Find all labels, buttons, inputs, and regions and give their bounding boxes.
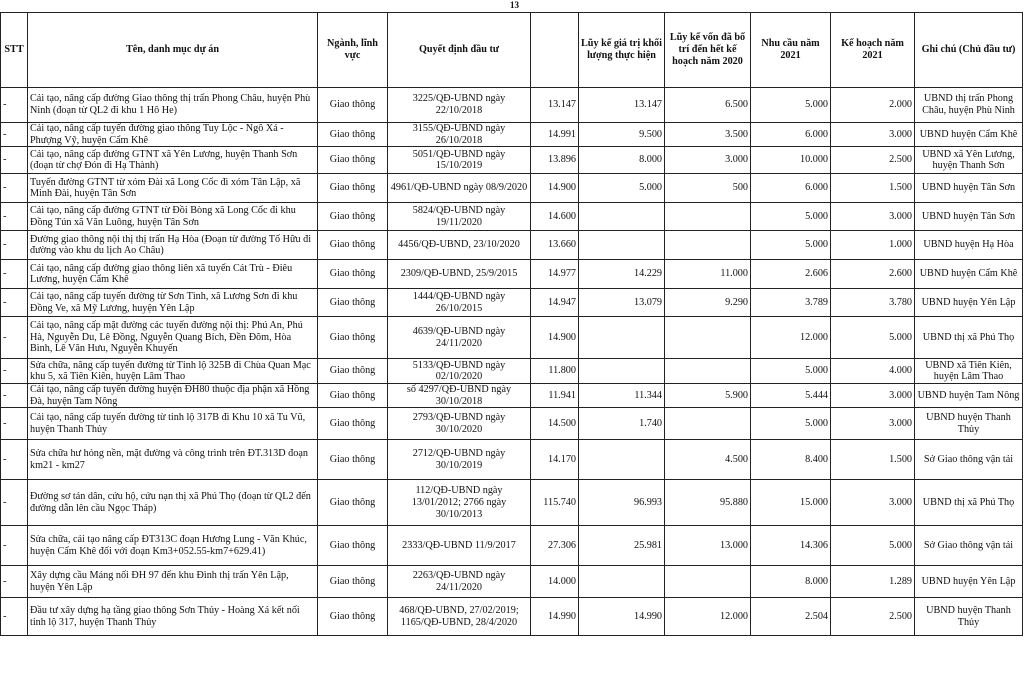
- cell-demand-2021: 3.789: [751, 289, 831, 317]
- cell-accum-volume: 14.990: [579, 598, 665, 636]
- cell-stt: -: [1, 147, 28, 174]
- cell-note: UBND thị xã Phú Thọ: [915, 317, 1023, 359]
- cell-accum-volume: 5.000: [579, 174, 665, 203]
- cell-note: UBND xã Tiên Kiên, huyện Lâm Thao: [915, 359, 1023, 384]
- cell-sector: Giao thông: [318, 359, 388, 384]
- cell-accum-volume: [579, 231, 665, 260]
- cell-stt: -: [1, 317, 28, 359]
- cell-total-investment: 14.991: [531, 123, 579, 147]
- cell-accum-capital: 13.000: [665, 526, 751, 566]
- cell-sector: Giao thông: [318, 231, 388, 260]
- cell-decision: 4639/QĐ-UBND ngày 24/11/2020: [388, 317, 531, 359]
- cell-project-name: Cải tạo, nâng cấp đường GTNT xã Yên Lương, huyện Thanh Sơn (đoạn từ chợ Đón đi Hạ Thành): [28, 147, 318, 174]
- cell-accum-volume: 8.000: [579, 147, 665, 174]
- cell-stt: -: [1, 260, 28, 289]
- cell-note: UBND huyện Cẩm Khê: [915, 123, 1023, 147]
- cell-plan-2021: 1.289: [831, 566, 915, 598]
- cell-total-investment: 14.977: [531, 260, 579, 289]
- cell-note: UBND huyện Tân Sơn: [915, 203, 1023, 231]
- cell-note: Sở Giao thông vận tải: [915, 526, 1023, 566]
- cell-total-investment: 11.800: [531, 359, 579, 384]
- cell-accum-volume: 14.229: [579, 260, 665, 289]
- cell-plan-2021: 2.500: [831, 598, 915, 636]
- cell-stt: -: [1, 384, 28, 408]
- cell-sector: Giao thông: [318, 526, 388, 566]
- cell-plan-2021: 1.500: [831, 440, 915, 480]
- cell-accum-capital: 500: [665, 174, 751, 203]
- cell-demand-2021: 15.000: [751, 480, 831, 526]
- cell-project-name: Cải tạo, nâng cấp tuyến đường từ Sơn Tình, xã Lương Sơn đi khu Đồng Ve, xã Mỹ Lương, huyện Yên Lập: [28, 289, 318, 317]
- cell-accum-capital: [665, 359, 751, 384]
- cell-project-name: Đường sơ tán dân, cứu hộ, cứu nạn thị xã Phú Thọ (đoạn từ QL2 đến đường dẫn lên cầu Ngọc Tháp): [28, 480, 318, 526]
- page-number: 13: [510, 0, 519, 10]
- cell-total-investment: 14.990: [531, 598, 579, 636]
- cell-decision: 3155/QĐ-UBND ngày 26/10/2018: [388, 123, 531, 147]
- cell-sector: Giao thông: [318, 408, 388, 440]
- cell-project-name: Cải tạo, nâng cấp tuyến đường giao thông Tuy Lộc - Ngô Xá - Phượng Vỹ, huyện Cẩm Khê: [28, 123, 318, 147]
- cell-sector: Giao thông: [318, 123, 388, 147]
- cell-sector: Giao thông: [318, 147, 388, 174]
- table-row: [1, 526, 1023, 566]
- cell-demand-2021: 6.000: [751, 123, 831, 147]
- project-table: [0, 12, 1023, 636]
- cell-project-name: Cải tạo, nâng cấp đường Giao thông thị trấn Phong Châu, huyện Phù Ninh (đoạn từ QL2 đi khu 1 Hô He): [28, 88, 318, 123]
- table-row: [1, 566, 1023, 598]
- cell-project-name: Cải tạo, nâng cấp đường GTNT từ Đồi Bòng xã Long Cốc đi khu Đồng Tún xã Văn Luông, huyện Tân Sơn: [28, 203, 318, 231]
- cell-demand-2021: 2.504: [751, 598, 831, 636]
- cell-accum-capital: 3.000: [665, 147, 751, 174]
- cell-accum-volume: 9.500: [579, 123, 665, 147]
- cell-project-name: Đầu tư xây dựng hạ tầng giao thông Sơn Thủy - Hoàng Xá kết nối tỉnh lộ 317, huyện Thanh Thủy: [28, 598, 318, 636]
- cell-decision: 2712/QĐ-UBND ngày 30/10/2019: [388, 440, 531, 480]
- cell-decision: 3225/QĐ-UBND ngày 22/10/2018: [388, 88, 531, 123]
- cell-sector: Giao thông: [318, 88, 388, 123]
- cell-demand-2021: 2.606: [751, 260, 831, 289]
- table-row: [1, 203, 1023, 231]
- cell-sector: Giao thông: [318, 384, 388, 408]
- cell-stt: -: [1, 440, 28, 480]
- cell-plan-2021: 5.000: [831, 317, 915, 359]
- cell-stt: -: [1, 359, 28, 384]
- cell-plan-2021: 4.000: [831, 359, 915, 384]
- cell-decision: 5133/QĐ-UBND ngày 02/10/2020: [388, 359, 531, 384]
- cell-accum-volume: [579, 317, 665, 359]
- cell-decision: 4456/QĐ-UBND, 23/10/2020: [388, 231, 531, 260]
- cell-decision: 2793/QĐ-UBND ngày 30/10/2020: [388, 408, 531, 440]
- cell-total-investment: 14.000: [531, 566, 579, 598]
- cell-note: UBND huyện Yên Lập: [915, 566, 1023, 598]
- cell-stt: -: [1, 88, 28, 123]
- cell-demand-2021: 5.000: [751, 359, 831, 384]
- cell-plan-2021: 1.500: [831, 174, 915, 203]
- cell-note: UBND huyện Yên Lập: [915, 289, 1023, 317]
- cell-total-investment: 14.600: [531, 203, 579, 231]
- table-row: [1, 598, 1023, 636]
- header-total-investment: [531, 13, 579, 88]
- cell-accum-capital: 5.900: [665, 384, 751, 408]
- cell-sector: Giao thông: [318, 174, 388, 203]
- cell-accum-volume: 11.344: [579, 384, 665, 408]
- cell-sector: Giao thông: [318, 203, 388, 231]
- table-row: [1, 260, 1023, 289]
- table-row: [1, 359, 1023, 384]
- cell-plan-2021: 3.000: [831, 123, 915, 147]
- cell-accum-capital: [665, 231, 751, 260]
- cell-accum-volume: 1.740: [579, 408, 665, 440]
- cell-note: UBND huyện Cẩm Khê: [915, 260, 1023, 289]
- cell-accum-volume: [579, 566, 665, 598]
- table-row: [1, 174, 1023, 203]
- cell-accum-capital: [665, 566, 751, 598]
- cell-accum-volume: 96.993: [579, 480, 665, 526]
- cell-total-investment: 27.306: [531, 526, 579, 566]
- header-stt: STT: [1, 13, 28, 88]
- header-demand-2021: Nhu cầu năm 2021: [751, 13, 831, 88]
- cell-stt: -: [1, 203, 28, 231]
- cell-demand-2021: 5.444: [751, 384, 831, 408]
- cell-decision: 112/QĐ-UBND ngày 13/01/2012; 2766 ngày 30/10/2013: [388, 480, 531, 526]
- cell-accum-volume: [579, 203, 665, 231]
- cell-project-name: Xây dựng cầu Máng nối ĐH 97 đến khu Đình thị trấn Yên Lập, huyện Yên Lập: [28, 566, 318, 598]
- cell-note: UBND xã Yên Lương, huyện Thanh Sơn: [915, 147, 1023, 174]
- cell-total-investment: 14.947: [531, 289, 579, 317]
- header-name: Tên, danh mục dự án: [28, 13, 318, 88]
- header-accum-volume: Lũy kế giá trị khối lượng thực hiện: [579, 13, 665, 88]
- cell-sector: Giao thông: [318, 317, 388, 359]
- cell-decision: 4961/QĐ-UBND ngày 08/9/2020: [388, 174, 531, 203]
- cell-stt: -: [1, 231, 28, 260]
- cell-accum-volume: [579, 440, 665, 480]
- cell-note: UBND huyện Thanh Thủy: [915, 598, 1023, 636]
- cell-plan-2021: 3.000: [831, 203, 915, 231]
- cell-decision: 2333/QĐ-UBND 11/9/2017: [388, 526, 531, 566]
- cell-accum-capital: [665, 408, 751, 440]
- cell-note: Sở Giao thông vận tải: [915, 440, 1023, 480]
- cell-note: UBND huyện Tân Sơn: [915, 174, 1023, 203]
- table-row: [1, 317, 1023, 359]
- header-accum-capital: Lũy kế vốn đã bố trí đến hết kế hoạch năm 2020: [665, 13, 751, 88]
- cell-note: UBND huyện Thanh Thủy: [915, 408, 1023, 440]
- cell-total-investment: 14.900: [531, 317, 579, 359]
- cell-stt: -: [1, 123, 28, 147]
- cell-project-name: Sửa chữa hư hỏng nền, mặt đường và công trình trên ĐT.313D đoạn km21 - km27: [28, 440, 318, 480]
- cell-demand-2021: 8.000: [751, 566, 831, 598]
- cell-plan-2021: 2.600: [831, 260, 915, 289]
- cell-demand-2021: 5.000: [751, 203, 831, 231]
- cell-note: UBND thị trấn Phong Châu, huyện Phù Ninh: [915, 88, 1023, 123]
- cell-project-name: Cải tạo, nâng cấp tuyến đường từ tỉnh lộ 317B đi Khu 10 xã Tu Vũ, huyện Thanh Thủy: [28, 408, 318, 440]
- cell-plan-2021: 3.000: [831, 480, 915, 526]
- cell-decision: 5051/QĐ-UBND ngày 15/10/2019: [388, 147, 531, 174]
- cell-plan-2021: 3.000: [831, 384, 915, 408]
- cell-sector: Giao thông: [318, 260, 388, 289]
- cell-plan-2021: 5.000: [831, 526, 915, 566]
- cell-total-investment: 13.660: [531, 231, 579, 260]
- cell-note: UBND thị xã Phú Thọ: [915, 480, 1023, 526]
- cell-demand-2021: 6.000: [751, 174, 831, 203]
- cell-total-investment: 14.900: [531, 174, 579, 203]
- cell-sector: Giao thông: [318, 480, 388, 526]
- table-row: [1, 384, 1023, 408]
- cell-project-name: Cải tạo, nâng cấp đường giao thông liên xã tuyến Cát Trù - Điêu Lương, huyện Cẩm Khê: [28, 260, 318, 289]
- cell-plan-2021: 2.500: [831, 147, 915, 174]
- cell-total-investment: 11.941: [531, 384, 579, 408]
- header-decision: Quyết định đầu tư: [388, 13, 531, 88]
- cell-stt: -: [1, 480, 28, 526]
- cell-demand-2021: 5.000: [751, 231, 831, 260]
- cell-accum-volume: 13.147: [579, 88, 665, 123]
- cell-stt: -: [1, 526, 28, 566]
- cell-accum-capital: 9.290: [665, 289, 751, 317]
- table-row: [1, 289, 1023, 317]
- cell-accum-capital: 3.500: [665, 123, 751, 147]
- cell-demand-2021: 5.000: [751, 88, 831, 123]
- cell-project-name: Đường giao thông nội thị thị trấn Hạ Hòa (Đoạn từ đường Tố Hữu đi đường vào khu du lịch Ao Châu): [28, 231, 318, 260]
- cell-demand-2021: 10.000: [751, 147, 831, 174]
- cell-accum-capital: 95.880: [665, 480, 751, 526]
- cell-demand-2021: 5.000: [751, 408, 831, 440]
- cell-total-investment: 13.147: [531, 88, 579, 123]
- cell-total-investment: 14.500: [531, 408, 579, 440]
- header-note: Ghi chú (Chủ đầu tư): [915, 13, 1023, 88]
- cell-stt: -: [1, 598, 28, 636]
- cell-sector: Giao thông: [318, 440, 388, 480]
- cell-plan-2021: 3.780: [831, 289, 915, 317]
- cell-demand-2021: 14.306: [751, 526, 831, 566]
- cell-accum-volume: 13.079: [579, 289, 665, 317]
- cell-stt: -: [1, 174, 28, 203]
- cell-decision: 468/QĐ-UBND, 27/02/2019; 1165/QĐ-UBND, 28/4/2020: [388, 598, 531, 636]
- header-plan-2021: Kế hoạch năm 2021: [831, 13, 915, 88]
- cell-decision: 1444/QĐ-UBND ngày 26/10/2015: [388, 289, 531, 317]
- cell-stt: -: [1, 566, 28, 598]
- table-row: [1, 88, 1023, 123]
- cell-project-name: Tuyến đường GTNT từ xóm Đài xã Long Cốc đi xóm Tân Lập, xã Minh Đài, huyện Tân Sơn: [28, 174, 318, 203]
- cell-decision: 2263/QĐ-UBND ngày 24/11/2020: [388, 566, 531, 598]
- cell-accum-capital: [665, 203, 751, 231]
- cell-demand-2021: 8.400: [751, 440, 831, 480]
- cell-accum-capital: 12.000: [665, 598, 751, 636]
- cell-decision: số 4297/QĐ-UBND ngày 30/10/2018: [388, 384, 531, 408]
- cell-project-name: Sửa chữa, cải tạo nâng cấp ĐT313C đoạn Hương Lung - Văn Khúc, huyện Cẩm Khê đối với đoạn Km3+052.55-km7+629.41): [28, 526, 318, 566]
- table-row: [1, 147, 1023, 174]
- cell-plan-2021: 1.000: [831, 231, 915, 260]
- cell-sector: Giao thông: [318, 289, 388, 317]
- table-header-row: [1, 13, 1023, 88]
- cell-plan-2021: 3.000: [831, 408, 915, 440]
- cell-sector: Giao thông: [318, 598, 388, 636]
- cell-total-investment: 13.896: [531, 147, 579, 174]
- cell-accum-capital: 6.500: [665, 88, 751, 123]
- table-row: [1, 123, 1023, 147]
- cell-accum-volume: [579, 359, 665, 384]
- cell-project-name: Sửa chữa, nâng cấp tuyến đường từ Tỉnh lộ 325B đi Chùa Quan Mạc khu 5, xã Tiên Kiên, huyện Lâm Thao: [28, 359, 318, 384]
- cell-accum-capital: 4.500: [665, 440, 751, 480]
- cell-decision: 2309/QĐ-UBND, 25/9/2015: [388, 260, 531, 289]
- header-sector: Ngành, lĩnh vực: [318, 13, 388, 88]
- cell-accum-capital: [665, 317, 751, 359]
- table-row: [1, 480, 1023, 526]
- cell-demand-2021: 12.000: [751, 317, 831, 359]
- table-row: [1, 408, 1023, 440]
- cell-plan-2021: 2.000: [831, 88, 915, 123]
- cell-accum-capital: 11.000: [665, 260, 751, 289]
- cell-accum-volume: 25.981: [579, 526, 665, 566]
- cell-note: UBND huyện Hạ Hòa: [915, 231, 1023, 260]
- cell-decision: 5824/QĐ-UBND ngày 19/11/2020: [388, 203, 531, 231]
- cell-total-investment: 14.170: [531, 440, 579, 480]
- cell-project-name: Cải tạo, nâng cấp mặt đường các tuyến đường nội thị: Phú An, Phú Hà, Nguyễn Du, Lê Đồng, Nguyễn Quang Bích, Đền Đõm, Hòa Bình, Lê Văn Hưu, Nguyễn Khuyến: [28, 317, 318, 359]
- cell-note: UBND huyện Tam Nông: [915, 384, 1023, 408]
- cell-stt: -: [1, 289, 28, 317]
- cell-stt: -: [1, 408, 28, 440]
- table-row: [1, 440, 1023, 480]
- cell-sector: Giao thông: [318, 566, 388, 598]
- cell-total-investment: 115.740: [531, 480, 579, 526]
- table-row: [1, 231, 1023, 260]
- cell-project-name: Cải tạo, nâng cấp tuyến đường huyện ĐH80 thuộc địa phận xã Hồng Đà, huyện Tam Nông: [28, 384, 318, 408]
